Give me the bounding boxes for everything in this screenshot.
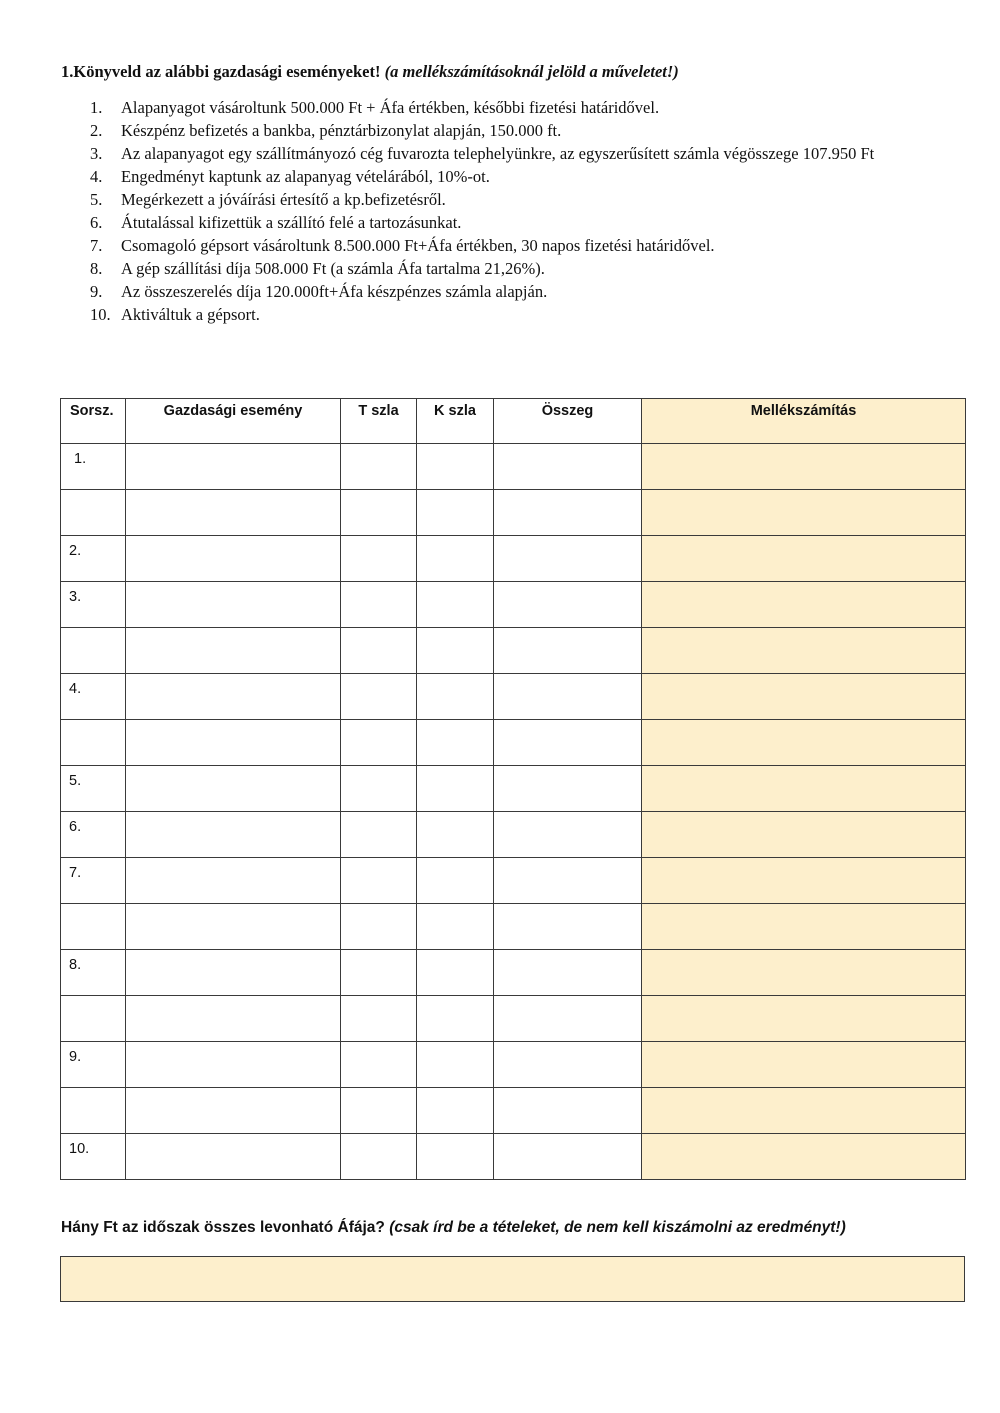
task-text: Átutalással kifizettük a szállító felé a tartozásunkat.: [121, 213, 462, 232]
side-calculation-cell[interactable]: [642, 812, 966, 858]
table-row: [61, 582, 966, 628]
row-number: 10.: [61, 1134, 126, 1180]
credit-account-cell[interactable]: [417, 582, 494, 628]
row-number: 3.: [61, 582, 126, 628]
side-calculation-cell[interactable]: [642, 674, 966, 720]
credit-account-cell[interactable]: [417, 1088, 494, 1134]
row-number: 2.: [61, 536, 126, 582]
task-list: [90, 96, 950, 326]
ledger-table: [60, 398, 966, 1180]
side-calculation-cell[interactable]: [642, 1134, 966, 1180]
debit-account-cell[interactable]: [341, 674, 417, 720]
amount-cell[interactable]: [494, 490, 642, 536]
row-number: [61, 904, 126, 950]
side-calculation-cell[interactable]: [642, 1088, 966, 1134]
credit-account-cell[interactable]: [417, 766, 494, 812]
debit-account-cell[interactable]: [341, 996, 417, 1042]
event-cell[interactable]: [126, 674, 341, 720]
table-row: [61, 1088, 966, 1134]
task-number: 4.: [90, 167, 103, 186]
event-cell[interactable]: [126, 950, 341, 996]
task-item: [90, 188, 950, 211]
amount-cell[interactable]: [494, 444, 642, 490]
vat-question-note: (csak írd be a tételeket, de nem kell kiszámolni az eredményt!): [389, 1219, 846, 1236]
debit-account-cell[interactable]: [341, 628, 417, 674]
credit-account-cell[interactable]: [417, 996, 494, 1042]
task-item: [90, 280, 950, 303]
event-cell[interactable]: [126, 490, 341, 536]
ledger-body: [61, 444, 966, 1180]
side-calculation-cell[interactable]: [642, 858, 966, 904]
task-text: Készpénz befizetés a bankba, pénztárbizonylat alapján, 150.000 ft.: [121, 121, 562, 140]
debit-account-cell[interactable]: [341, 950, 417, 996]
table-row: [61, 766, 966, 812]
credit-account-cell[interactable]: [417, 858, 494, 904]
side-calculation-cell[interactable]: [642, 766, 966, 812]
debit-account-cell[interactable]: [341, 582, 417, 628]
table-row: [61, 1134, 966, 1180]
task-number: 2.: [90, 121, 103, 140]
amount-cell[interactable]: [494, 1088, 642, 1134]
task-number: 5.: [90, 190, 103, 209]
debit-account-cell[interactable]: [341, 812, 417, 858]
exercise-title-note: (a mellékszámításoknál jelöld a műveletet!): [384, 62, 679, 81]
amount-cell[interactable]: [494, 582, 642, 628]
event-cell[interactable]: [126, 582, 341, 628]
credit-account-cell[interactable]: [417, 444, 494, 490]
task-text: Csomagoló gépsort vásároltunk 8.500.000 Ft+Áfa értékben, 30 napos fizetési határidővel.: [121, 236, 715, 255]
credit-account-cell[interactable]: [417, 950, 494, 996]
amount-cell[interactable]: [494, 858, 642, 904]
vat-question: [61, 1219, 846, 1237]
table-row: [61, 996, 966, 1042]
table-row: [61, 536, 966, 582]
header-amount: Összeg: [494, 399, 642, 444]
event-cell[interactable]: [126, 536, 341, 582]
task-text: Alapanyagot vásároltunk 500.000 Ft + Áfa értékben, későbbi fizetési határidővel.: [121, 98, 660, 117]
row-number: 7.: [61, 858, 126, 904]
credit-account-cell[interactable]: [417, 904, 494, 950]
credit-account-cell[interactable]: [417, 490, 494, 536]
amount-cell[interactable]: [494, 628, 642, 674]
task-item: [90, 257, 950, 280]
credit-account-cell[interactable]: [417, 720, 494, 766]
row-number: [61, 628, 126, 674]
amount-cell[interactable]: [494, 766, 642, 812]
header-credit-account: K szla: [417, 399, 494, 444]
row-number: [61, 1088, 126, 1134]
task-text: Aktiváltuk a gépsort.: [121, 305, 260, 324]
event-cell[interactable]: [126, 628, 341, 674]
side-calculation-cell[interactable]: [642, 904, 966, 950]
side-calculation-cell[interactable]: [642, 996, 966, 1042]
credit-account-cell[interactable]: [417, 1042, 494, 1088]
row-number: 9.: [61, 1042, 126, 1088]
task-number: 1.: [90, 98, 103, 117]
debit-account-cell[interactable]: [341, 766, 417, 812]
side-calculation-cell[interactable]: [642, 950, 966, 996]
amount-cell[interactable]: [494, 904, 642, 950]
table-row: [61, 720, 966, 766]
side-calculation-cell[interactable]: [642, 536, 966, 582]
amount-cell[interactable]: [494, 674, 642, 720]
credit-account-cell[interactable]: [417, 1134, 494, 1180]
task-item: [90, 211, 950, 234]
task-text: A gép szállítási díja 508.000 Ft (a számla Áfa tartalma 21,26%).: [121, 259, 545, 278]
task-text: Az alapanyagot egy szállítmányozó cég fuvarozta telephelyünkre, az egyszerűsített számla végösszege 107.950 Ft: [121, 144, 875, 163]
debit-account-cell[interactable]: [341, 720, 417, 766]
task-item: [90, 142, 950, 165]
task-text: Engedményt kaptunk az alapanyag vételárából, 10%-ot.: [121, 167, 490, 186]
row-number: 8.: [61, 950, 126, 996]
header-side-calculation: Mellékszámítás: [642, 399, 966, 444]
debit-account-cell[interactable]: [341, 904, 417, 950]
table-header-row: [61, 399, 966, 444]
table-row: [61, 858, 966, 904]
exercise-title-main: 1.Könyveld az alábbi gazdasági eseményeket!: [61, 62, 381, 81]
row-number: 6.: [61, 812, 126, 858]
row-number: 1.: [61, 444, 126, 490]
event-cell[interactable]: [126, 996, 341, 1042]
amount-cell[interactable]: [494, 1042, 642, 1088]
amount-cell[interactable]: [494, 720, 642, 766]
debit-account-cell[interactable]: [341, 1088, 417, 1134]
amount-cell[interactable]: [494, 1134, 642, 1180]
event-cell[interactable]: [126, 766, 341, 812]
side-calculation-cell[interactable]: [642, 444, 966, 490]
debit-account-cell[interactable]: [341, 1134, 417, 1180]
amount-cell[interactable]: [494, 536, 642, 582]
credit-account-cell[interactable]: [417, 536, 494, 582]
task-item: [90, 165, 950, 188]
table-row: [61, 812, 966, 858]
table-row: [61, 1042, 966, 1088]
task-number: 8.: [90, 259, 103, 278]
side-calculation-cell[interactable]: [642, 1042, 966, 1088]
row-number: [61, 720, 126, 766]
task-item: [90, 96, 950, 119]
row-number: [61, 996, 126, 1042]
row-number: [61, 490, 126, 536]
credit-account-cell[interactable]: [417, 628, 494, 674]
side-calculation-cell[interactable]: [642, 490, 966, 536]
amount-cell[interactable]: [494, 996, 642, 1042]
event-cell[interactable]: [126, 858, 341, 904]
task-text: Megérkezett a jóváírási értesítő a kp.befizetésről.: [121, 190, 446, 209]
table-row: [61, 904, 966, 950]
amount-cell[interactable]: [494, 950, 642, 996]
table-row: [61, 490, 966, 536]
credit-account-cell[interactable]: [417, 674, 494, 720]
vat-answer-box[interactable]: [60, 1256, 965, 1302]
table-row: [61, 444, 966, 490]
debit-account-cell[interactable]: [341, 444, 417, 490]
debit-account-cell[interactable]: [341, 858, 417, 904]
exercise-title: [61, 62, 679, 82]
event-cell[interactable]: [126, 812, 341, 858]
side-calculation-cell[interactable]: [642, 582, 966, 628]
amount-cell[interactable]: [494, 812, 642, 858]
event-cell[interactable]: [126, 904, 341, 950]
header-debit-account: T szla: [341, 399, 417, 444]
task-item: [90, 303, 950, 326]
task-item: [90, 119, 950, 142]
debit-account-cell[interactable]: [341, 490, 417, 536]
task-number: 9.: [90, 282, 103, 301]
task-text: Az összeszerelés díja 120.000ft+Áfa készpénzes számla alapján.: [121, 282, 548, 301]
event-cell[interactable]: [126, 720, 341, 766]
task-number: 6.: [90, 213, 103, 232]
event-cell[interactable]: [126, 1088, 341, 1134]
event-cell[interactable]: [126, 444, 341, 490]
task-number: 3.: [90, 144, 103, 163]
row-number: 5.: [61, 766, 126, 812]
row-number: 4.: [61, 674, 126, 720]
header-sorsz: Sorsz.: [61, 399, 126, 444]
task-number: 10.: [90, 305, 111, 324]
table-row: [61, 628, 966, 674]
debit-account-cell[interactable]: [341, 1042, 417, 1088]
header-event: Gazdasági esemény: [126, 399, 341, 444]
credit-account-cell[interactable]: [417, 812, 494, 858]
event-cell[interactable]: [126, 1042, 341, 1088]
event-cell[interactable]: [126, 1134, 341, 1180]
task-number: 7.: [90, 236, 103, 255]
side-calculation-cell[interactable]: [642, 628, 966, 674]
task-item: [90, 234, 950, 257]
debit-account-cell[interactable]: [341, 536, 417, 582]
side-calculation-cell[interactable]: [642, 720, 966, 766]
table-row: [61, 950, 966, 996]
table-row: [61, 674, 966, 720]
vat-question-main: Hány Ft az időszak összes levonható Áfája?: [61, 1219, 385, 1236]
